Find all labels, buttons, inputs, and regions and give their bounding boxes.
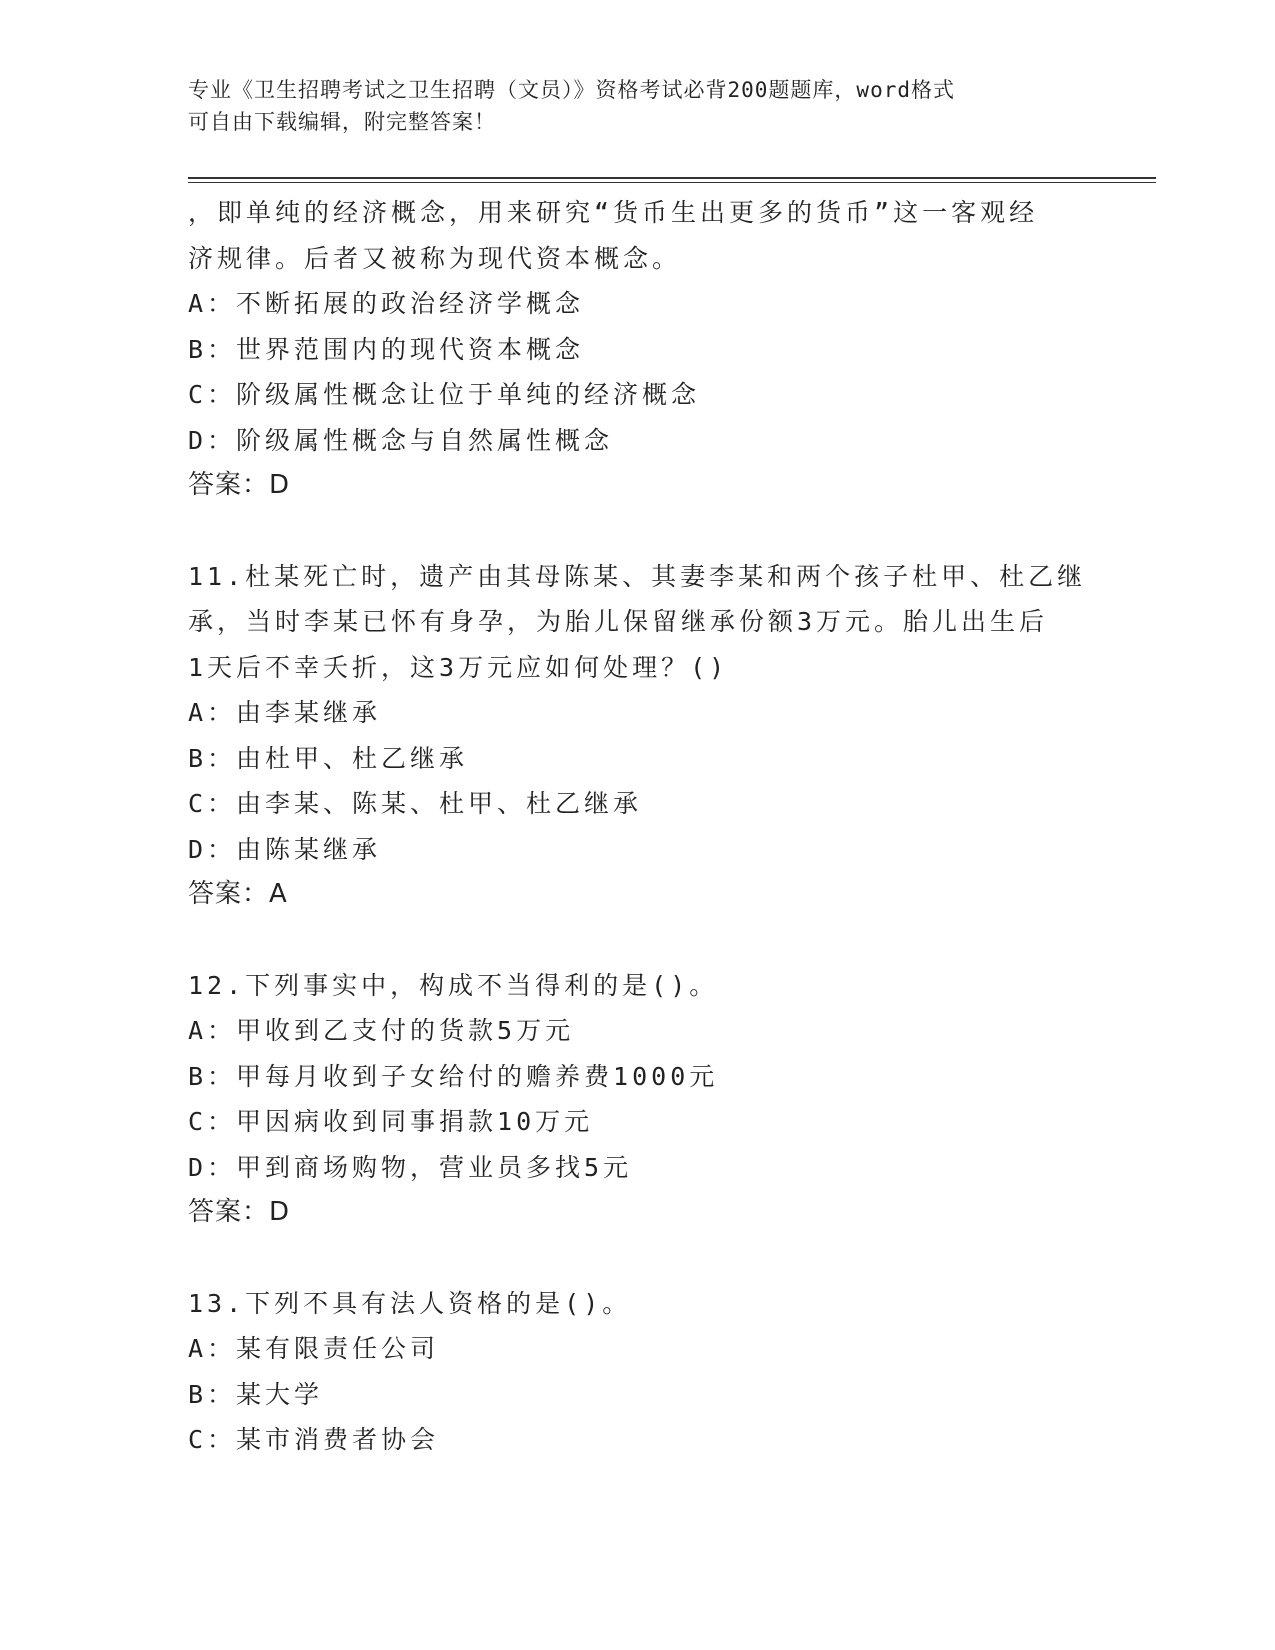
question-stem-line: 济规律。后者又被称为现代资本概念。 [188, 243, 682, 273]
answer-label: 答案：A [188, 879, 288, 909]
option-c: C：甲因病收到同事捐款10万元 [188, 1107, 594, 1136]
option-a: A：某有限责任公司 [188, 1334, 440, 1363]
option-a: A：甲收到乙支付的货款5万元 [188, 1016, 575, 1045]
question-content [188, 190, 1108, 1463]
option-c: C：由李某、陈某、杜甲、杜乙继承 [188, 789, 643, 818]
header-title-line-2: 可自由下载编辑，附完整答案！ [188, 110, 496, 134]
question-stem-line: 承，当时李某已怀有身孕，为胎儿保留继承份额3万元。胎儿出生后 [188, 607, 1049, 636]
option-b: B：某大学 [188, 1379, 324, 1409]
header-title-line-1: 专业《卫生招聘考试之卫生招聘（文员）》资格考试必背200题题库，word格式 [188, 78, 955, 102]
option-b: B：世界范围内的现代资本概念 [188, 334, 585, 364]
option-c: C：某市消费者协会 [188, 1425, 440, 1454]
question-11 [188, 554, 1108, 918]
question-10-continuation [188, 190, 1108, 509]
answer-label: 答案：D [188, 470, 291, 500]
document-header [188, 74, 1088, 138]
option-c: C：阶级属性概念让位于单纯的经济概念 [188, 380, 701, 409]
answer-label: 答案：D [188, 1197, 291, 1227]
option-d: D：甲到商场购物，营业员多找5元 [188, 1152, 633, 1182]
question-spacer [188, 509, 1108, 554]
option-a: A：由李某继承 [188, 698, 382, 727]
question-spacer [188, 1236, 1108, 1281]
header-divider [188, 177, 1156, 183]
option-d: D：由陈某继承 [188, 834, 382, 864]
question-13 [188, 1281, 1108, 1463]
question-stem-line: 1天后不幸夭折，这3万元应如何处理？() [188, 652, 729, 682]
question-12 [188, 963, 1108, 1236]
question-stem-line: 13.下列不具有法人资格的是()。 [188, 1288, 632, 1318]
option-d: D：阶级属性概念与自然属性概念 [188, 425, 614, 455]
option-a: A：不断拓展的政治经济学概念 [188, 289, 585, 318]
question-stem-line: 11.杜某死亡时，遗产由其母陈某、其妻李某和两个孩子杜甲、杜乙继 [188, 561, 1087, 591]
question-stem-line: ，即单纯的经济概念，用来研究“货币生出更多的货币”这一客观经 [188, 198, 1039, 227]
question-spacer [188, 918, 1108, 963]
option-b: B：由杜甲、杜乙继承 [188, 743, 469, 773]
option-b: B：甲每月收到子女给付的赡养费1000元 [188, 1061, 719, 1091]
question-stem-line: 12.下列事实中，构成不当得利的是()。 [188, 970, 719, 1000]
